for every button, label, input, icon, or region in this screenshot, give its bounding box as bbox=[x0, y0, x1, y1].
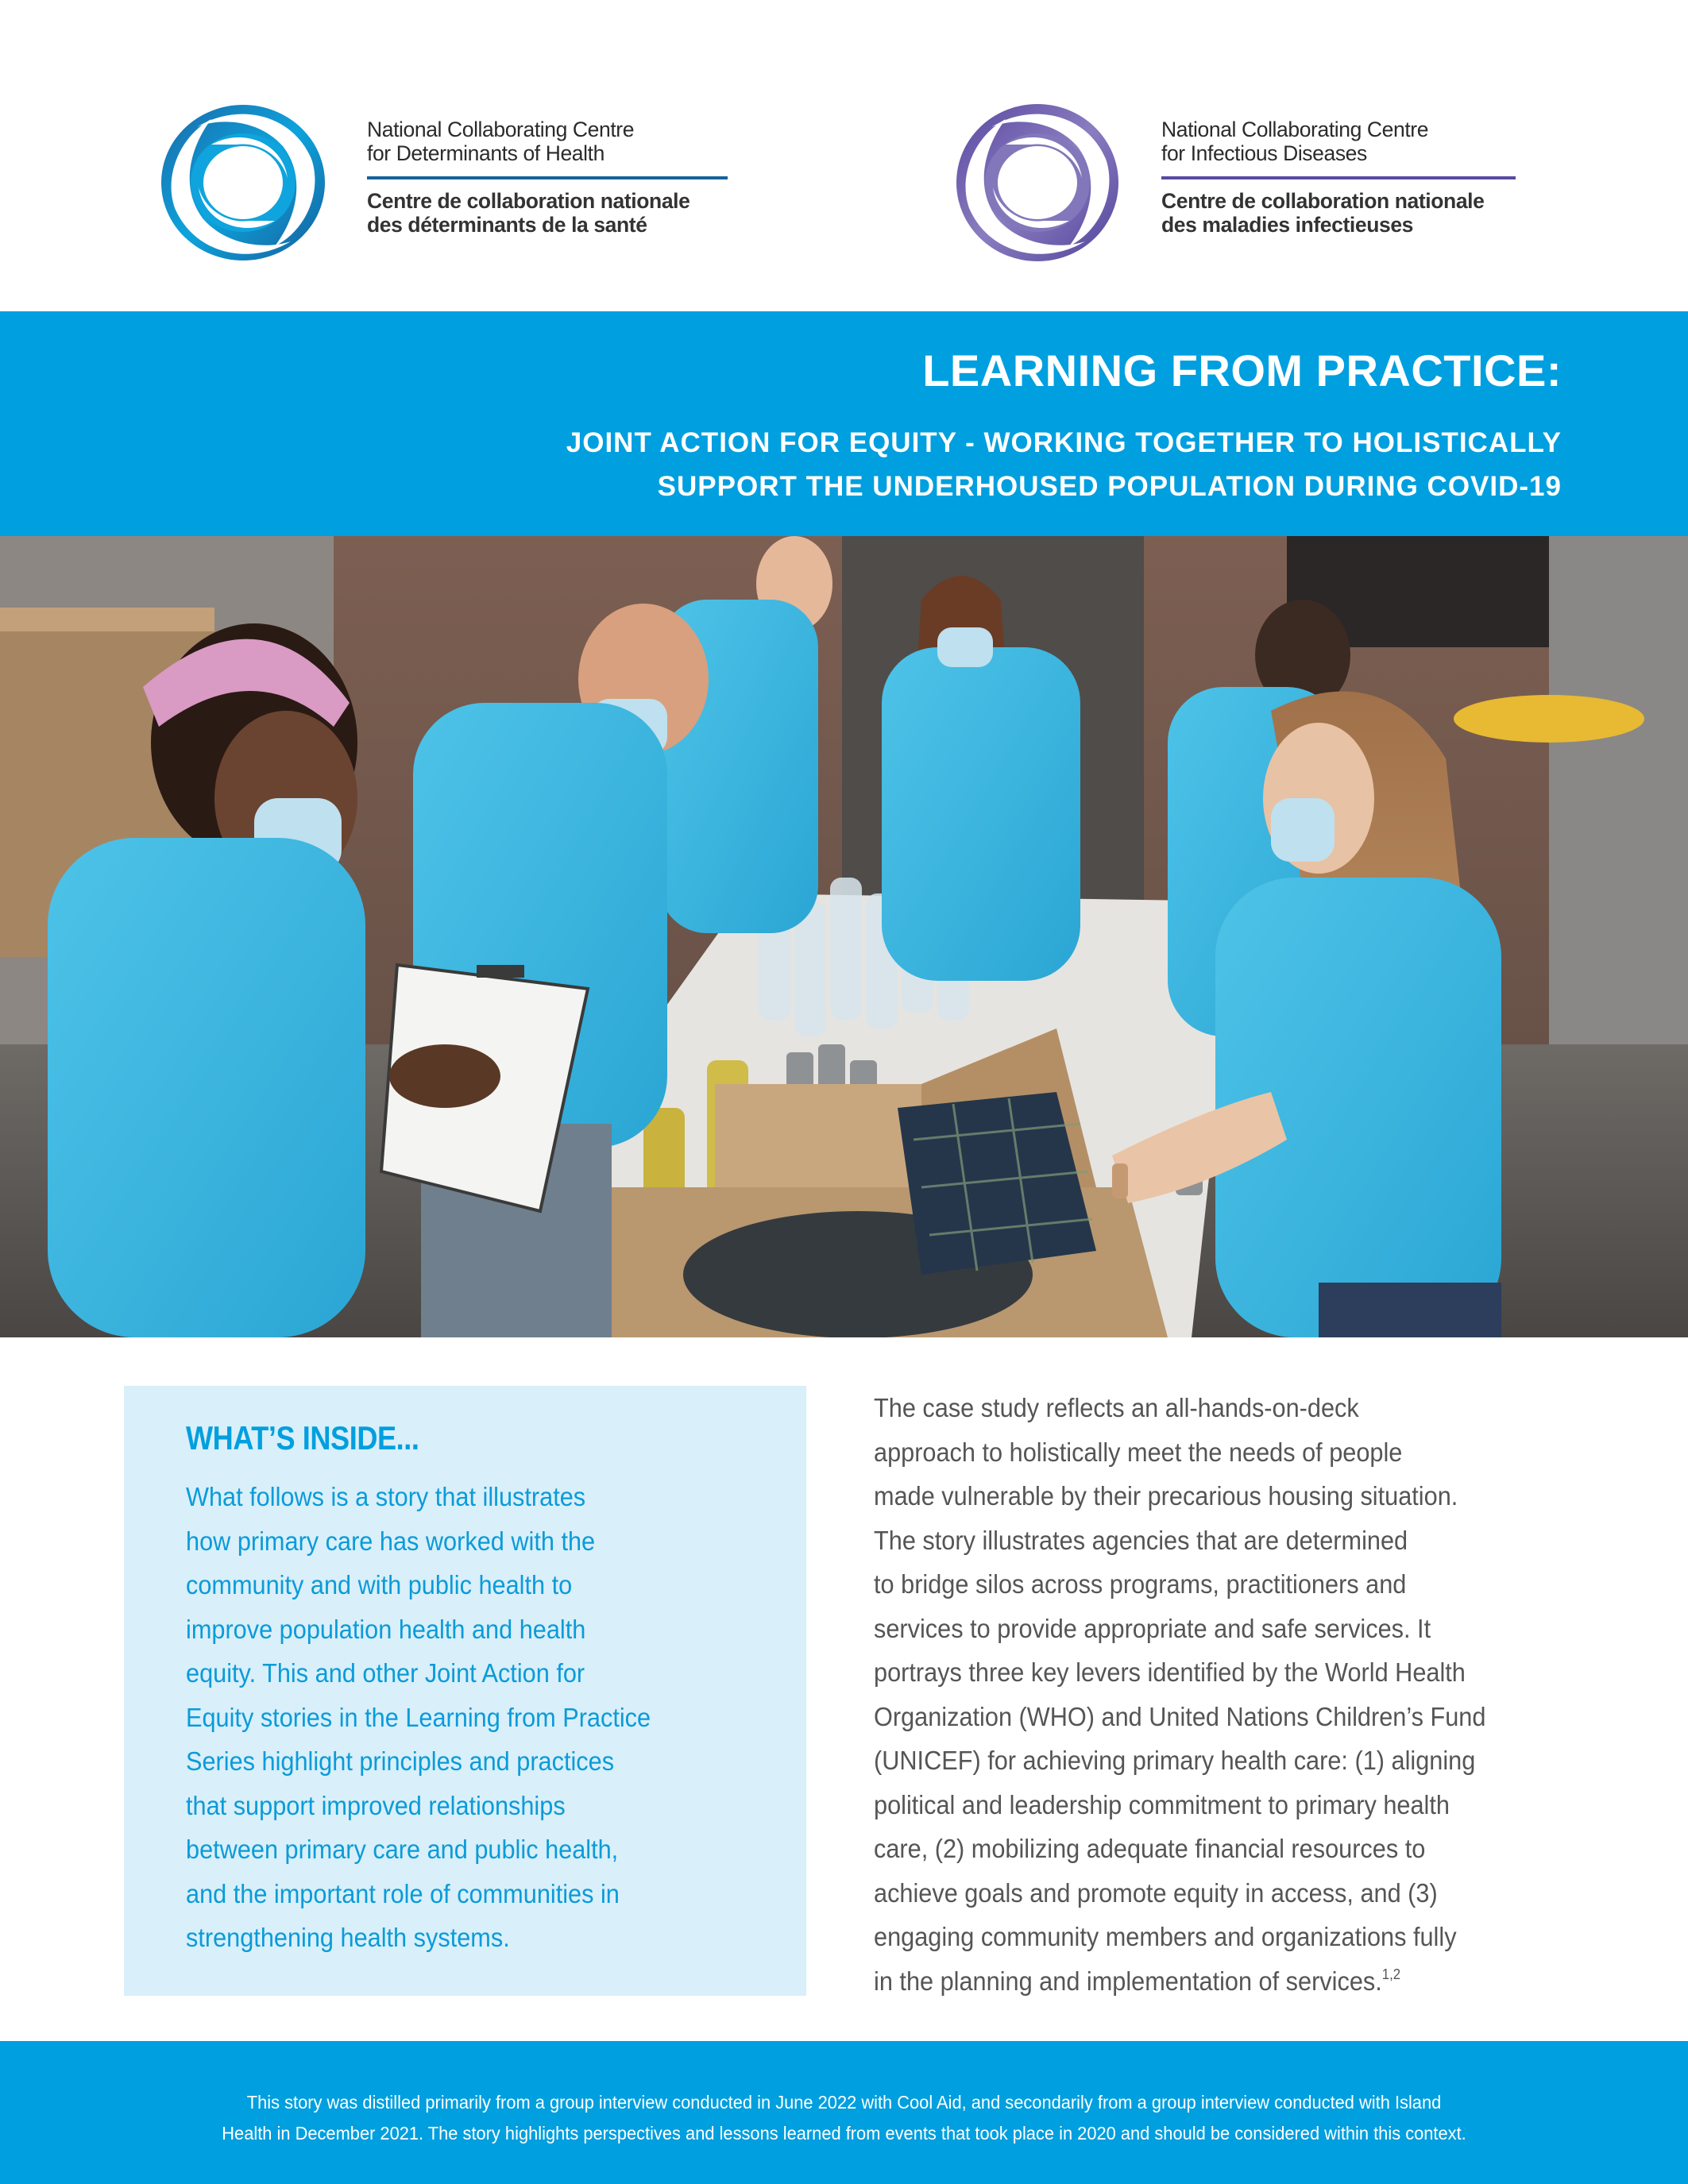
body-line-last bbox=[874, 1959, 1539, 2004]
whats-inside-text bbox=[186, 1475, 790, 1960]
logo-en-line2: for Infectious Diseases bbox=[1161, 141, 1367, 165]
footnote-reference[interactable]: 1,2 bbox=[1381, 1966, 1401, 1982]
ncc-infectious-diseases-logo bbox=[950, 103, 1516, 262]
subtitle-line-2: SUPPORT THE UNDERHOUSED POPULATION DURING COVID-19 bbox=[657, 471, 1562, 502]
hero-photo-volunteers bbox=[0, 536, 1688, 1337]
body-line: to bridge silos across programs, practitioners and bbox=[874, 1569, 1407, 1599]
inside-line: between primary care and public health, bbox=[186, 1835, 619, 1864]
page-title: LEARNING FROM PRACTICE: bbox=[922, 345, 1562, 396]
footer-line-2: Health in December 2021. The story highlights perspectives and lessons learned from events that took place in 2020 and should be considered within this context. bbox=[222, 2123, 1466, 2143]
logo-divider bbox=[1161, 176, 1516, 179]
body-line: care, (2) mobilizing adequate financial resources to bbox=[874, 1834, 1426, 1863]
body-line: made vulnerable by their precarious housing situation. bbox=[874, 1481, 1458, 1511]
body-line: The story illustrates agencies that are determined bbox=[874, 1525, 1408, 1555]
body-line: political and leadership commitment to primary health bbox=[874, 1789, 1450, 1819]
inside-line: strengthening health systems. bbox=[186, 1923, 510, 1952]
inside-line: how primary care has worked with the bbox=[186, 1526, 596, 1556]
body-line-text: in the planning and implementation of services. bbox=[874, 1966, 1382, 1996]
inside-line: Equity stories in the Learning from Practice bbox=[186, 1702, 651, 1732]
body-line: services to provide appropriate and safe services. It bbox=[874, 1613, 1431, 1643]
logo-fr-line2: des déterminants de la santé bbox=[367, 213, 647, 237]
swirl-ring-icon-blue bbox=[156, 103, 330, 262]
body-line: approach to holistically meet the needs of people bbox=[874, 1437, 1403, 1467]
body-line: The case study reflects an all-hands-on-deck bbox=[874, 1393, 1359, 1422]
photo-illustration bbox=[0, 536, 1688, 1337]
inside-line: Series highlight principles and practices bbox=[186, 1746, 615, 1776]
whats-inside-heading: WHAT’S INSIDE... bbox=[186, 1419, 419, 1457]
title-banner bbox=[0, 311, 1688, 536]
logo-en-line1: National Collaborating Centre bbox=[1161, 118, 1429, 141]
logo-divider bbox=[367, 176, 728, 179]
body-line: Organization (WHO) and United Nations Children’s Fund bbox=[874, 1701, 1486, 1731]
inside-line: and the important role of communities in bbox=[186, 1878, 620, 1908]
inside-line: improve population health and health bbox=[186, 1614, 586, 1644]
inside-line: equity. This and other Joint Action for bbox=[186, 1658, 585, 1688]
ndh-logo-text bbox=[367, 118, 728, 237]
logo-en-line1: National Collaborating Centre bbox=[367, 118, 635, 141]
nid-logo-text bbox=[1161, 118, 1516, 237]
logo-en-line2: for Determinants of Health bbox=[367, 141, 605, 165]
inside-line: that support improved relationships bbox=[186, 1790, 566, 1820]
body-line: engaging community members and organizations fully bbox=[874, 1922, 1457, 1951]
body-line: achieve goals and promote equity in access, and (3) bbox=[874, 1877, 1438, 1908]
body-line: (UNICEF) for achieving primary health care: (1) aligning bbox=[874, 1746, 1476, 1775]
page-subtitle bbox=[566, 421, 1562, 508]
logo-fr-line1: Centre de collaboration nationale bbox=[367, 189, 690, 213]
case-study-intro bbox=[874, 1386, 1589, 2003]
whats-inside-callout bbox=[124, 1386, 806, 1996]
swirl-ring-icon-purple bbox=[950, 103, 1125, 262]
subtitle-line-1: JOINT ACTION FOR EQUITY - WORKING TOGETHER TO HOLISTICALLY bbox=[566, 427, 1562, 458]
ncc-determinants-of-health-logo bbox=[156, 103, 728, 262]
footer-line-1: This story was distilled primarily from a group interview conducted in June 2022 with Cool Aid, and secondarily from a group interview conducted with Island bbox=[246, 2092, 1442, 2113]
logo-fr-line2: des maladies infectieuses bbox=[1161, 213, 1413, 237]
inside-line: What follows is a story that illustrates bbox=[186, 1482, 586, 1511]
source-note-footer bbox=[0, 2041, 1688, 2184]
inside-line: community and with public health to bbox=[186, 1570, 573, 1599]
body-line: portrays three key levers identified by the World Health bbox=[874, 1657, 1466, 1687]
logo-fr-line1: Centre de collaboration nationale bbox=[1161, 189, 1485, 213]
